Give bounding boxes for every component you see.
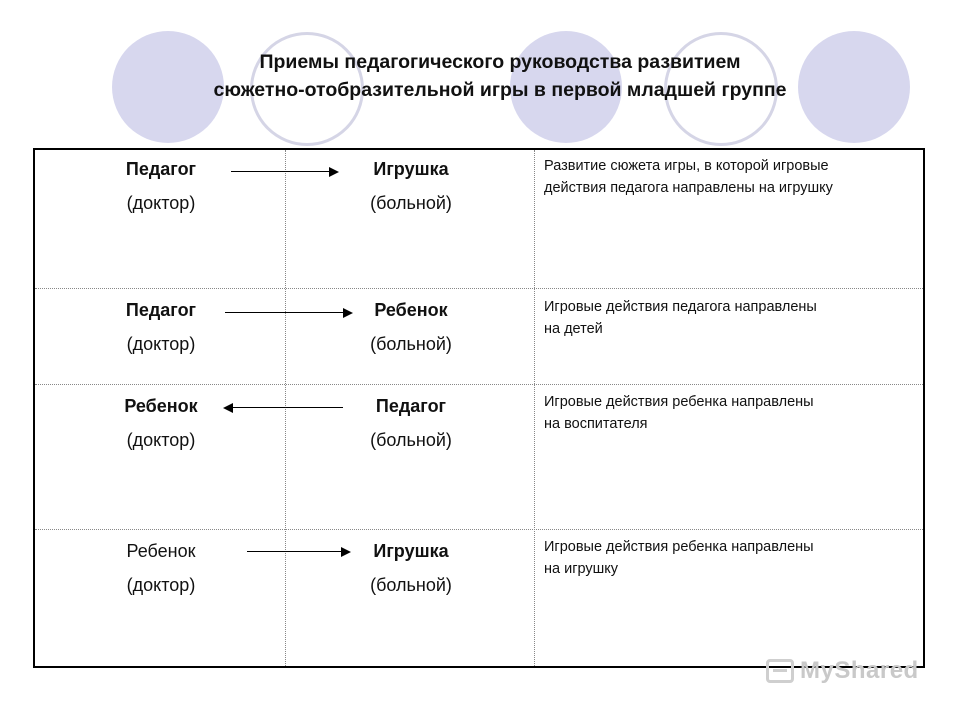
row-2-description <box>544 296 924 340</box>
row-3-arrow-left <box>225 402 343 414</box>
column-divider-2 <box>534 150 535 666</box>
row-3-description-line-2: на воспитателя <box>544 416 648 432</box>
row-4-description <box>544 536 924 580</box>
row-1-left-role: Педагог <box>125 159 197 179</box>
row-4-description-line-1: Игровые действия ребенка направлены <box>544 539 814 555</box>
row-3-right-note: (больной) <box>370 430 452 450</box>
row-3-description <box>544 391 924 435</box>
row-2-description-line-2: на детей <box>544 321 603 337</box>
row-1-right-note: (больной) <box>370 193 452 213</box>
row-2-right-note: (больной) <box>370 334 452 354</box>
row-2-description-line-1: Игровые действия педагога направлены <box>544 299 817 315</box>
row-4-left-cell <box>81 534 241 602</box>
row-1-description <box>544 155 924 199</box>
row-2-left-role: Педагог <box>125 300 197 320</box>
row-1-right-cell <box>331 152 491 220</box>
row-3-left-role: Ребенок <box>124 396 198 416</box>
row-4-left-role: Ребенок <box>126 541 196 561</box>
row-2-left-note: (доктор) <box>126 334 196 354</box>
row-divider-1 <box>35 288 923 289</box>
row-4-left-note: (доктор) <box>126 575 196 595</box>
title-line-1: Приемы педагогического руководства развитием <box>259 51 741 73</box>
row-1-arrow-right <box>231 166 337 178</box>
row-2-left-cell <box>81 293 241 361</box>
presentation-icon <box>766 659 794 683</box>
row-1-description-line-2: действия педагога направлены на игрушку <box>544 180 833 196</box>
watermark-text: MyShared <box>800 657 919 684</box>
row-1-description-line-1: Развитие сюжета игры, в которой игровые <box>544 158 829 174</box>
row-2-right-role: Ребенок <box>374 300 448 320</box>
methods-table <box>33 148 925 668</box>
row-1-left-cell <box>81 152 241 220</box>
watermark <box>766 656 919 686</box>
row-3-right-role: Педагог <box>375 396 447 416</box>
row-3-left-note: (доктор) <box>126 430 196 450</box>
row-4-right-note: (больной) <box>370 575 452 595</box>
title-line-2: сюжетно-отобразительной игры в первой младшей группе <box>213 79 787 101</box>
slide-title <box>120 48 880 104</box>
row-divider-2 <box>35 384 923 385</box>
row-4-description-line-2: на игрушку <box>544 561 619 577</box>
row-3-description-line-1: Игровые действия ребенка направлены <box>544 394 814 410</box>
row-4-right-cell <box>331 534 491 602</box>
row-3-right-cell <box>331 389 491 457</box>
row-4-right-role: Игрушка <box>373 541 449 561</box>
row-2-right-cell <box>331 293 491 361</box>
row-3-left-cell <box>81 389 241 457</box>
row-1-left-note: (доктор) <box>126 193 196 213</box>
row-divider-3 <box>35 529 923 530</box>
row-1-right-role: Игрушка <box>373 159 449 179</box>
